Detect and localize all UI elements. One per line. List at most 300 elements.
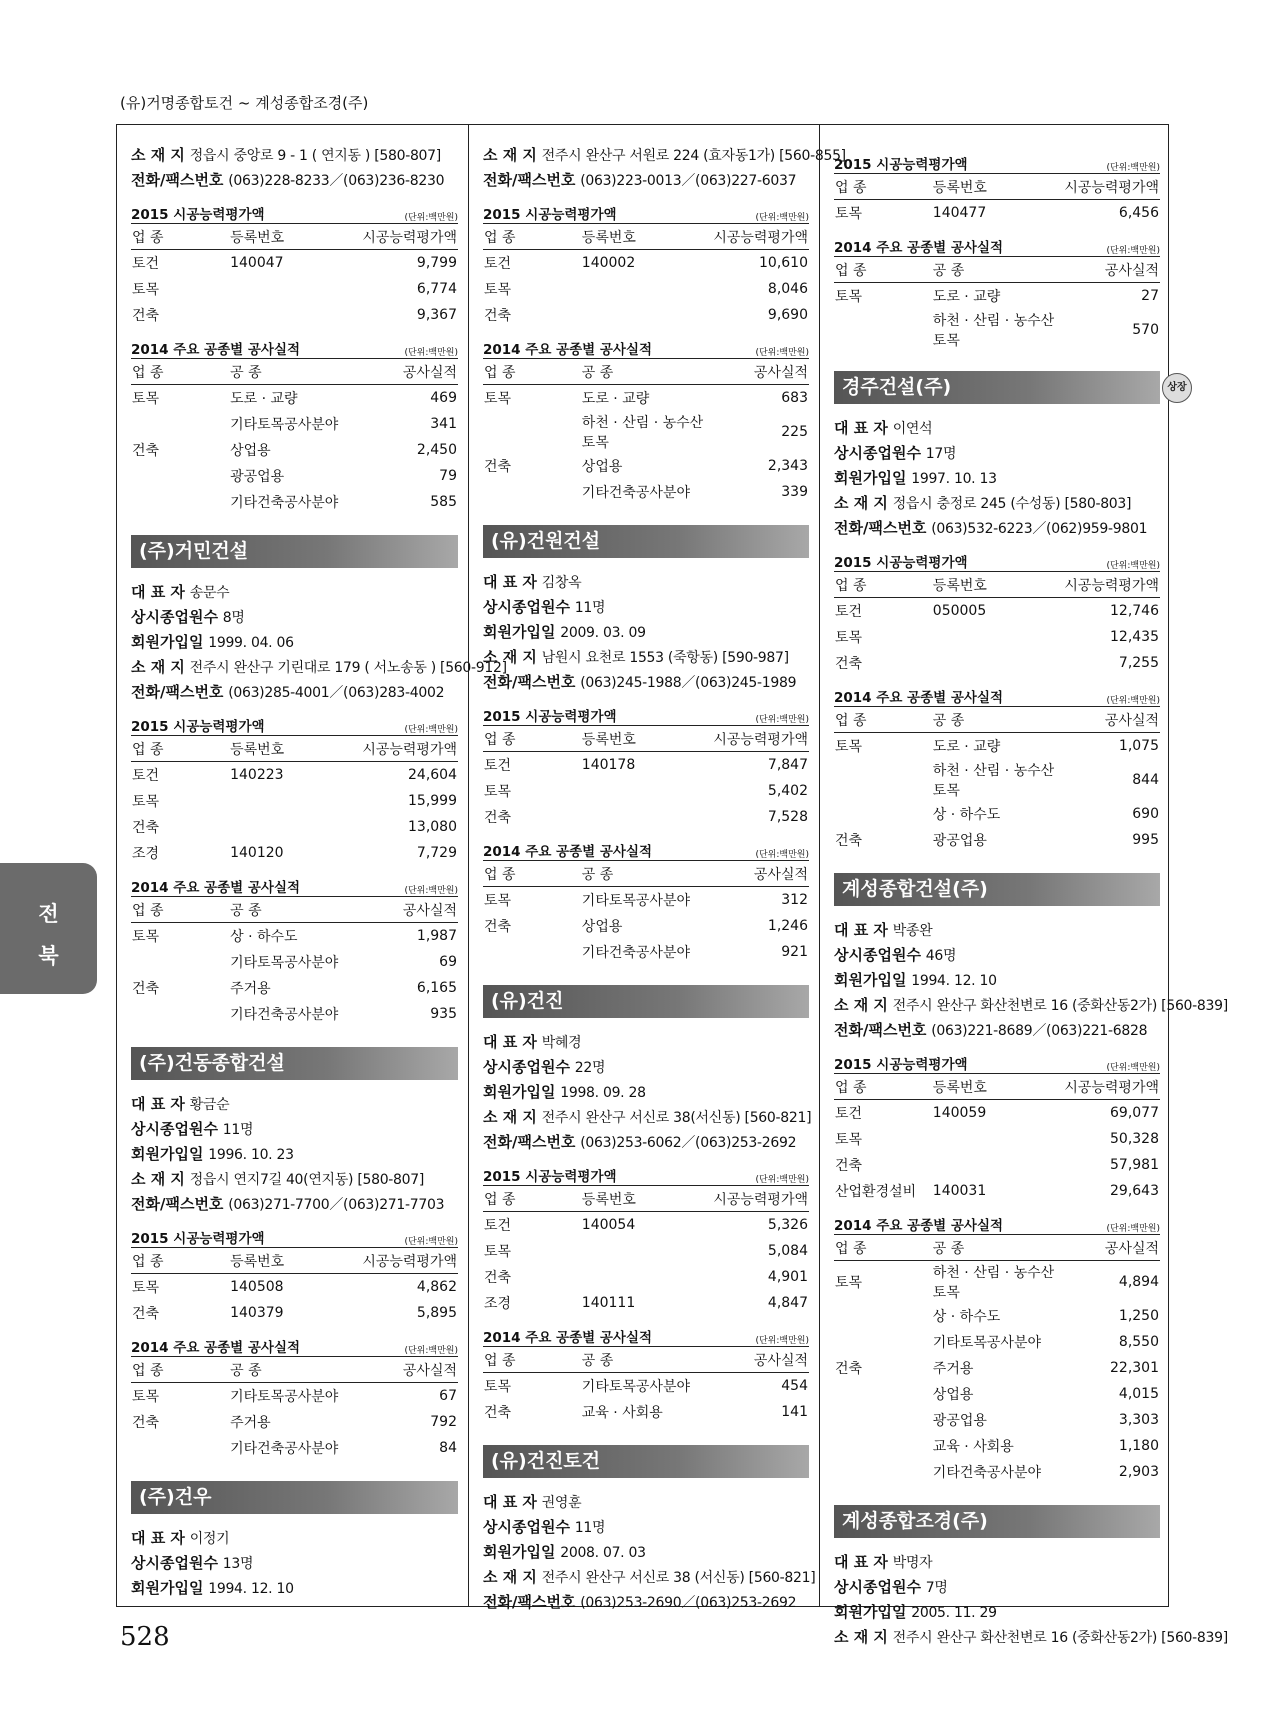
employee-count-label: 상시종업원수	[483, 598, 570, 616]
performance-table	[834, 706, 1160, 853]
representative-label: 대 표 자	[834, 419, 888, 437]
employee-count	[131, 605, 458, 630]
address	[131, 143, 458, 168]
table-cell: 기타토목공사분야	[581, 1379, 690, 1395]
table-header-row	[483, 1186, 809, 1212]
table-cell: 주거용	[230, 981, 271, 997]
column-header: 업 종	[834, 707, 932, 733]
company-name-banner	[483, 525, 809, 558]
employee-count	[834, 1575, 1160, 1600]
representative	[131, 580, 458, 605]
table-title-text: 2015 시공능력평가액	[131, 1231, 265, 1247]
table-row	[131, 1383, 458, 1410]
performance-table	[483, 358, 809, 505]
unit-label: (단위:백만원)	[1106, 246, 1160, 256]
table-cell	[834, 1459, 932, 1485]
table-cell: 기타건축공사분야	[581, 945, 690, 961]
table-cell: 140111	[581, 1295, 636, 1311]
table-cell	[581, 302, 711, 328]
column-header: 공사실적	[1062, 257, 1160, 283]
table-cell: 15,999	[408, 793, 457, 809]
table-row	[483, 302, 809, 328]
table-cell: 140059	[932, 1105, 987, 1121]
address-value: 정읍시 충정로 245 (수성동) [580-803]	[892, 496, 1132, 512]
join-date	[483, 1080, 809, 1105]
company-entry	[834, 153, 1160, 351]
table-cell: 69,077	[1110, 1105, 1159, 1121]
table-row	[131, 302, 458, 328]
column-header: 공사실적	[1062, 1235, 1160, 1261]
representative-value: 이연석	[892, 421, 933, 437]
performance-table	[131, 358, 458, 515]
column-header: 시공능력평가액	[1062, 1074, 1160, 1100]
table-cell: 6,165	[416, 980, 457, 996]
table-row	[834, 283, 1160, 310]
table-row	[483, 411, 809, 453]
table-cell: 하천 · 산림 · 농수산토목	[932, 763, 1055, 799]
unit-label: (단위:백만원)	[1106, 696, 1160, 706]
table-row	[483, 453, 809, 479]
table-cell: 12,435	[1110, 629, 1159, 645]
table-cell: 050005	[932, 603, 987, 619]
address-label: 소 재 지	[131, 146, 185, 164]
table-row	[834, 1355, 1160, 1381]
phone-fax-label: 전화/팩스번호	[483, 1133, 576, 1151]
employee-count-value: 8명	[222, 610, 245, 626]
table-title-text: 2014 주요 공종별 공사실적	[131, 1340, 301, 1356]
address-label: 소 재 지	[483, 146, 537, 164]
table-cell: 토목	[132, 1280, 160, 1296]
capacity-table-title	[131, 715, 458, 735]
employee-count-label: 상시종업원수	[834, 946, 921, 964]
address-value: 남원시 요천로 1553 (죽항동) [590-987]	[541, 650, 789, 666]
representative	[131, 1092, 458, 1117]
table-row	[483, 250, 809, 277]
join-date-label: 회원가입일	[131, 1145, 204, 1163]
column-header: 공 종	[581, 359, 711, 385]
table-header-row	[131, 1248, 458, 1274]
join-date-value: 1996. 10. 23	[208, 1147, 294, 1163]
table-row	[131, 1001, 458, 1027]
phone-fax	[131, 168, 458, 193]
address	[483, 143, 846, 168]
table-cell: 건축	[484, 1405, 512, 1421]
phone-fax	[834, 1018, 1160, 1043]
phone-fax-value: (063)245-1988／(063)245-1989	[580, 675, 797, 691]
table-cell: 도로 · 교량	[230, 391, 298, 407]
table-cell: 기타건축공사분야	[230, 1441, 339, 1457]
phone-fax	[483, 670, 809, 695]
table-header-row	[131, 359, 458, 385]
column-header: 공사실적	[360, 897, 458, 923]
table-cell: 1,250	[1118, 1308, 1159, 1324]
join-date-label: 회원가입일	[483, 1543, 556, 1561]
performance-table-title	[483, 1326, 809, 1346]
column-header: 시공능력평가액	[1062, 572, 1160, 598]
column-header: 등록번호	[932, 174, 1062, 200]
capacity-table-title	[131, 203, 458, 223]
table-cell: 건축	[835, 1361, 863, 1377]
table-cell: 140477	[932, 205, 987, 221]
table-header-row	[834, 257, 1160, 283]
table-cell: 토건	[484, 1218, 512, 1234]
column-header: 등록번호	[229, 224, 360, 250]
table-cell: 건축	[835, 656, 863, 672]
employee-count-label: 상시종업원수	[131, 1554, 218, 1572]
unit-label: (단위:백만원)	[404, 725, 458, 735]
table-title-text: 2015 시공능력평가액	[131, 207, 265, 223]
column-header: 업 종	[834, 174, 932, 200]
table-cell: 225	[781, 424, 808, 440]
company-name: 경주건설(주)	[842, 376, 952, 398]
capacity-table	[834, 571, 1160, 676]
table-cell: 건축	[835, 833, 863, 849]
running-header: (유)거명종합토건 ~ 계성종합조경(주)	[120, 94, 369, 112]
address-value: 전주시 완산구 서신로 38 (서신동) [560-821]	[541, 1570, 816, 1586]
table-cell: 산업환경설비	[835, 1184, 917, 1200]
join-date-value: 2009. 03. 09	[560, 625, 646, 641]
table-cell: 토목	[484, 1379, 512, 1395]
address-value: 정읍시 연지7길 40(연지동) [580-807]	[189, 1172, 425, 1188]
table-title-text: 2015 시공능력평가액	[834, 1057, 968, 1073]
address	[834, 1625, 1228, 1650]
table-cell: 건축	[484, 1270, 512, 1286]
table-title-text: 2014 주요 공종별 공사실적	[131, 342, 301, 358]
address-label: 소 재 지	[131, 1170, 185, 1188]
phone-fax	[131, 1192, 458, 1217]
table-cell: 토목	[484, 391, 512, 407]
join-date	[834, 1600, 1160, 1625]
column-header: 시공능력평가액	[360, 1248, 458, 1274]
table-row	[483, 1290, 809, 1316]
table-cell: 조경	[484, 1296, 512, 1312]
table-cell: 건축	[132, 820, 160, 836]
table-row	[483, 887, 809, 914]
company-entry	[131, 1047, 458, 1461]
table-cell: 하천 · 산림 · 농수산토목	[932, 1265, 1055, 1301]
table-cell: 22,301	[1110, 1360, 1159, 1376]
table-cell	[581, 1238, 711, 1264]
employee-count	[834, 441, 1160, 466]
table-row	[834, 1126, 1160, 1152]
table-cell: 4,894	[1118, 1274, 1159, 1290]
join-date	[834, 968, 1160, 993]
table-row	[834, 309, 1160, 351]
table-header-row	[483, 359, 809, 385]
representative-value: 김창옥	[541, 575, 582, 591]
employee-count-value: 11명	[222, 1122, 254, 1138]
table-header-row	[483, 726, 809, 752]
table-cell: 140508	[230, 1279, 284, 1295]
column-header: 업 종	[131, 359, 229, 385]
table-cell: 79	[439, 468, 457, 484]
table-title-text: 2015 시공능력평가액	[483, 1169, 617, 1185]
capacity-table	[131, 735, 458, 866]
table-row	[131, 385, 458, 412]
table-row	[131, 788, 458, 814]
performance-table-title	[483, 338, 809, 358]
table-row	[131, 1435, 458, 1461]
column-header: 공 종	[229, 359, 360, 385]
representative	[483, 1490, 809, 1515]
company-name: (주)거민건설	[139, 540, 249, 562]
unit-label: (단위:백만원)	[404, 213, 458, 223]
table-cell: 7,528	[767, 809, 808, 825]
capacity-table	[131, 223, 458, 328]
table-cell: 4,015	[1118, 1386, 1159, 1402]
join-date-value: 2008. 07. 03	[560, 1545, 646, 1561]
representative	[834, 1550, 1160, 1575]
table-cell: 토목	[132, 1389, 160, 1405]
address	[131, 655, 507, 680]
join-date-label: 회원가입일	[834, 971, 907, 989]
table-cell: 9,690	[767, 307, 808, 323]
table-cell: 교육 · 사회용	[581, 1405, 663, 1421]
phone-fax-value: (063)223-0013／(063)227-6037	[580, 173, 797, 189]
phone-fax-value: (063)228-8233／(063)236-8230	[228, 173, 445, 189]
employee-count	[131, 1117, 458, 1142]
table-row	[131, 814, 458, 840]
join-date	[131, 630, 458, 655]
table-cell: 9,367	[416, 307, 457, 323]
column-header: 업 종	[131, 736, 229, 762]
column-header: 공사실적	[711, 359, 809, 385]
column-header: 시공능력평가액	[360, 224, 458, 250]
table-cell: 50,328	[1110, 1131, 1159, 1147]
table-cell: 140002	[581, 255, 636, 271]
company-entry	[483, 985, 812, 1425]
table-cell	[581, 276, 711, 302]
table-row	[483, 1264, 809, 1290]
table-header-row	[834, 1235, 1160, 1261]
company-name-banner	[131, 1481, 458, 1514]
table-cell	[131, 411, 229, 437]
company-name-banner	[834, 1505, 1160, 1538]
table-cell: 교육 · 사회용	[932, 1439, 1014, 1455]
join-date-value: 1999. 04. 06	[208, 635, 294, 651]
table-cell	[834, 1303, 932, 1329]
table-cell	[229, 302, 360, 328]
table-cell: 935	[430, 1006, 457, 1022]
address	[483, 1105, 812, 1130]
table-cell: 9,799	[416, 255, 457, 271]
table-row	[131, 762, 458, 789]
phone-fax-label: 전화/팩스번호	[131, 1195, 224, 1213]
column-header: 공 종	[932, 257, 1062, 283]
address	[483, 645, 809, 670]
listed-badge: 상장	[1162, 373, 1192, 403]
table-header-row	[131, 897, 458, 923]
unit-label: (단위:백만원)	[755, 1336, 809, 1346]
phone-fax-value: (063)221-8689／(063)221-6828	[931, 1023, 1148, 1039]
table-row	[483, 939, 809, 965]
table-cell: 683	[781, 390, 808, 406]
join-date	[131, 1576, 458, 1601]
table-cell: 토건	[484, 758, 512, 774]
employee-count-label: 상시종업원수	[834, 444, 921, 462]
phone-fax	[483, 1590, 809, 1615]
employee-count-value: 11명	[574, 600, 606, 616]
table-cell: 광공업용	[932, 1413, 987, 1429]
capacity-table	[834, 1073, 1160, 1204]
join-date	[131, 1142, 458, 1167]
table-cell: 토목	[132, 794, 160, 810]
table-header-row	[834, 174, 1160, 200]
employee-count-label: 상시종업원수	[131, 1120, 218, 1138]
performance-table	[834, 256, 1160, 351]
phone-fax-label: 전화/팩스번호	[834, 519, 927, 537]
table-cell: 141	[781, 1404, 808, 1420]
address	[131, 1167, 458, 1192]
table-cell: 5,084	[767, 1243, 808, 1259]
table-cell	[932, 1126, 1062, 1152]
column-header: 공 종	[932, 707, 1062, 733]
table-row	[483, 479, 809, 505]
table-cell: 토건	[132, 256, 160, 272]
employee-count	[834, 943, 1160, 968]
table-cell: 기타건축공사분야	[230, 1007, 339, 1023]
table-row	[834, 200, 1160, 227]
table-cell	[932, 650, 1062, 676]
phone-fax-label: 전화/팩스번호	[131, 171, 224, 189]
join-date-value: 2005. 11. 29	[911, 1605, 997, 1621]
table-cell: 토목	[835, 289, 863, 305]
performance-table	[834, 1234, 1160, 1485]
representative-label: 대 표 자	[834, 921, 888, 939]
table-cell: 57,981	[1110, 1157, 1159, 1173]
capacity-table	[483, 725, 809, 830]
table-cell: 29,643	[1110, 1183, 1159, 1199]
employee-count-value: 11명	[574, 1520, 606, 1536]
table-cell: 상업용	[932, 1387, 974, 1403]
unit-label: (단위:백만원)	[404, 1237, 458, 1247]
table-header-row	[131, 736, 458, 762]
table-cell	[834, 1381, 932, 1407]
capacity-table-title	[834, 1053, 1160, 1073]
table-header-row	[483, 1347, 809, 1373]
table-cell	[483, 939, 581, 965]
employee-count-value: 13명	[222, 1556, 254, 1572]
table-cell: 토목	[132, 282, 160, 298]
table-row	[834, 1152, 1160, 1178]
performance-table-title	[483, 840, 809, 860]
table-cell: 하천 · 산림 · 농수산토목	[581, 415, 704, 451]
representative-value: 송문수	[189, 585, 230, 601]
table-cell: 건축	[132, 308, 160, 324]
company-entry	[131, 1481, 458, 1601]
unit-label: (단위:백만원)	[1106, 1224, 1160, 1234]
table-cell	[131, 463, 229, 489]
table-cell: 454	[781, 1378, 808, 1394]
table-cell: 조경	[132, 846, 160, 862]
column-header: 업 종	[834, 257, 932, 283]
table-row	[834, 1433, 1160, 1459]
company-name: (주)건우	[139, 1486, 212, 1508]
region-side-tab	[0, 863, 97, 994]
table-cell: 상 · 하수도	[932, 807, 1001, 823]
table-cell: 140120	[230, 845, 284, 861]
company-name-banner	[834, 873, 1160, 906]
table-cell: 건축	[484, 308, 512, 324]
column-header: 시공능력평가액	[711, 1186, 809, 1212]
phone-fax-value: (063)253-6062／(063)253-2692	[580, 1135, 797, 1151]
table-title-text: 2015 시공능력평가액	[483, 207, 617, 223]
company-entry	[483, 143, 846, 505]
table-cell	[131, 1001, 229, 1027]
table-cell: 기타토목공사분야	[230, 955, 339, 971]
company-entry	[834, 873, 1228, 1485]
performance-table-title	[131, 338, 458, 358]
company-name: (유)건진토건	[491, 1450, 601, 1472]
table-cell: 312	[781, 892, 808, 908]
capacity-table-title	[834, 153, 1160, 173]
table-cell: 84	[439, 1440, 457, 1456]
table-cell: 4,862	[416, 1279, 457, 1295]
table-cell: 140031	[932, 1183, 987, 1199]
employee-count-value: 22명	[574, 1060, 606, 1076]
table-cell: 6,456	[1118, 205, 1159, 221]
table-cell	[581, 804, 711, 830]
table-title-text: 2015 시공능력평가액	[483, 709, 617, 725]
employee-count-value: 17명	[925, 446, 957, 462]
phone-fax-value: (063)271-7700／(063)271-7703	[228, 1197, 445, 1213]
unit-label: (단위:백만원)	[755, 348, 809, 358]
table-cell: 토목	[484, 893, 512, 909]
representative-label: 대 표 자	[483, 1493, 537, 1511]
table-cell: 5,895	[416, 1305, 457, 1321]
table-row	[834, 827, 1160, 853]
table-cell: 토목	[835, 206, 863, 222]
table-cell: 광공업용	[932, 833, 987, 849]
table-cell: 상업용	[230, 443, 271, 459]
company-entry	[834, 1505, 1228, 1650]
address	[834, 993, 1228, 1018]
table-row	[483, 913, 809, 939]
capacity-table	[834, 173, 1160, 226]
join-date-value: 1994. 12. 10	[911, 973, 997, 989]
unit-label: (단위:백만원)	[404, 886, 458, 896]
table-cell	[834, 1407, 932, 1433]
table-cell: 8,550	[1118, 1334, 1159, 1350]
column-header: 업 종	[131, 224, 229, 250]
table-cell	[834, 759, 932, 801]
column-header: 등록번호	[932, 1074, 1062, 1100]
address-label: 소 재 지	[131, 658, 185, 676]
table-row	[483, 385, 809, 412]
phone-fax-value: (063)532-6223／(062)959-9801	[931, 521, 1148, 537]
unit-label: (단위:백만원)	[1106, 561, 1160, 571]
representative-label: 대 표 자	[483, 573, 537, 591]
table-cell	[834, 1433, 932, 1459]
table-row	[834, 598, 1160, 625]
company-entry	[834, 371, 1187, 853]
table-cell: 토목	[835, 630, 863, 646]
phone-fax	[483, 168, 809, 193]
phone-fax	[483, 1130, 809, 1155]
unit-label: (단위:백만원)	[755, 213, 809, 223]
table-cell	[229, 814, 360, 840]
table-row	[131, 949, 458, 975]
table-row	[834, 1459, 1160, 1485]
column-header: 업 종	[834, 1074, 932, 1100]
table-cell	[131, 949, 229, 975]
table-header-row	[834, 572, 1160, 598]
representative-label: 대 표 자	[131, 1529, 185, 1547]
table-cell: 339	[781, 484, 808, 500]
performance-table-title	[834, 1214, 1160, 1234]
join-date-label: 회원가입일	[834, 1603, 907, 1621]
table-cell: 27	[1141, 288, 1159, 304]
